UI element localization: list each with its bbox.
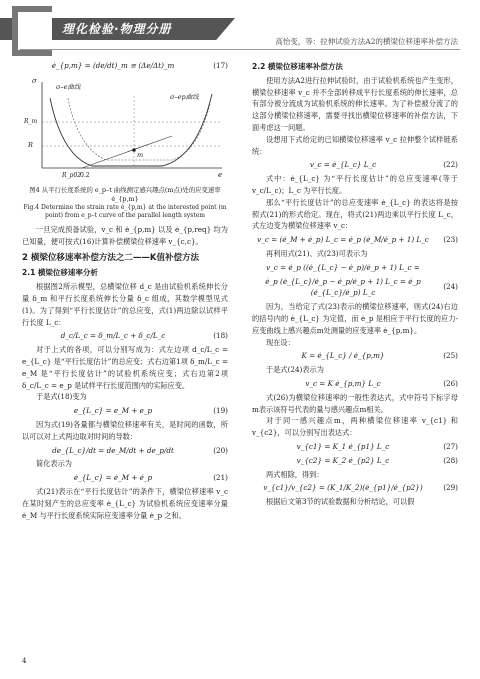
paragraph: 因为，当给定了式(23)表示的横梁位移速率，则式(24)右边的括号内的 ė_{L_c} 为定值，而 ė_p 是相应于平行长度的应力-应变曲线上感兴趣点m处测量的应变速率 ė_{p,m}。 — [252, 302, 458, 335]
left-column — [22, 58, 228, 521]
paragraph: 简化表示为 — [36, 459, 72, 469]
equation-24-line1: v_c = ė_p ((ė_{L_c} − ė_p)/ė_p + 1) L_c = — [266, 262, 420, 272]
equation-23: v_c = (ė_M + ė_p) L_c = ė_p (ė_M/ė_p + 1) L_c (23) — [257, 235, 458, 245]
equation-27: v_{c1} = K_1 ė_{p1} L_c (27) — [296, 441, 458, 451]
paragraph: 根据后文第3节的试验数据和分析结论，可以假 — [266, 497, 415, 507]
equation-22: v_c = ė_{L_c} L_c (22) — [309, 160, 458, 170]
page-header — [0, 0, 480, 50]
subsection-heading-2-1: 2.1 横梁位移速率分析 — [22, 268, 98, 278]
journal-logo-text: 理化检验·物理分册 — [62, 22, 172, 36]
equation-29: v_{c1}/v_{c2} = (K_1/K_2)(ė_{p1}/ė_{p2}) (29) — [263, 483, 458, 493]
equation-18: d_c/L_c = δ_m/L_c + δ_c/L_c (18) — [60, 331, 228, 341]
page-number: 4 — [22, 657, 27, 665]
equation-19: e_{L_c} = e_M + e_p (19) — [73, 406, 228, 416]
point-label-m: m — [137, 150, 144, 159]
paragraph: 根据图2所示模型，总横梁位移 d_c 是由试验机系统伸长分量 δ_m 和平行长度系统伸长分量 δ_c 组成，其数学模型见式(1)。为了得到“平行长度估计”的总应变，式(1)两边除以试样平行长度 L_c： — [22, 282, 228, 327]
paragraph: 一旦完成预备试验，v_c 和 ė_{p,m} 以及 ė_{p,req} 均为已知量，便可按式(16)计算补偿横梁位移速率 v_{c,c}。 — [22, 224, 228, 246]
paragraph: 因为式(19)各量都与横梁位移速率有关，是时间的函数，所以可以对上式两边取对时间的导数： — [22, 419, 228, 441]
equation-26: v_c = K ė_{p,m} L_c (26) — [305, 378, 458, 388]
paragraph: 两式相除，得到： — [266, 469, 324, 479]
equation-20: de_{L_c}/dt = de_M/dt + de_p/dt (20) — [52, 445, 228, 455]
curve-label-sigma-e: σ–e曲线 — [56, 82, 81, 91]
point-label-r: R — [28, 140, 33, 149]
point-label-rm: R_m — [24, 117, 38, 125]
paragraph: 式(21)表示在“平行长度估计”的条件下，横梁位移速率 v_c 在某时刻产生的总应变率 ė_{L_c} 为试验机系统应变速率分量 ė_M 与平行长度系统实际应变速率分量 ė_p 之和。 — [22, 486, 228, 520]
axis-x-label: e — [218, 170, 223, 179]
section-heading-2: 2 横梁位移速率补偿方法之二——K值补偿方法 — [22, 253, 199, 264]
curve-label-sigma-ep: σ–ep曲线 — [170, 92, 199, 101]
point-label-rp: R_p02 — [62, 171, 81, 179]
paragraph: 于是式(18)变为 — [36, 392, 87, 402]
point-label-e02: 0.2 — [80, 171, 90, 179]
paragraph: 那么“平行长度估计”的总应变速率 ė_{L_c} 的表达将是按照式(21)的形式给定。现在，将式(21)两边乘以平行长度 L_c，式左边变为横梁位移速率 v_c： — [252, 197, 458, 231]
paragraph: 式(26)为横梁位移速率的一般性表达式，式中符号下标字母m表示该符号代表的量与感兴趣点m相关。 — [252, 392, 458, 414]
paragraph: 现在设： — [266, 337, 295, 347]
equation-21: ė_{L_c} = ė_M + ė_p (21) — [73, 473, 228, 483]
subsection-heading-2-2: 2.2 横梁位移速率补偿方法 — [252, 62, 343, 71]
paragraph: 对于同一感兴趣点m，两种横梁位移速率 v_{c1} 和 v_{c2}，可以分别写出表达式： — [252, 416, 458, 438]
figure-4-caption-en: Fig.4 Determine the strain rate ė_{p,m} at the interested point (m point) from e_p–t curve of the parallel length system — [23, 203, 227, 220]
paragraph: 对于上式的各项，可以分别写成为：式左边项 d_c/L_c = e_{L_c} 是“平行长度估计”的总应变；式右边第1项 δ_m/L_c = e_M 是“平行长度估计”的试验机系统应变；式右边第2项 δ_c/L_c = e_p 是试样平行长度范围内的实际应变。 — [22, 345, 228, 390]
figure-4 — [22, 76, 228, 184]
axis-y-label: σ — [32, 76, 37, 85]
running-title: 高怡变，等：拉伸试验方法A2的横梁位移速率补偿方法 — [275, 37, 458, 46]
paragraph: 使用方法A2进行拉伸试验时，由于试验机系统也产生变形，横梁位移速率 v_c 并不全部转移成平行长度系统的伸长速率，总有部分被分流成为试验机系统的伸长速率。为了补偿被分流了的这部分横梁位移速率，需要寻找出横梁位移速率的补偿方法，下面考虑这一问题。 — [252, 75, 458, 132]
right-column — [252, 58, 458, 508]
equation-28: v_{c2} = K_2 ė_{p2} L_c (28) — [296, 455, 458, 465]
equation-24-line2: ė_p (ė_{L_c}/ė_p − ė_p/ė_p + 1) L_c = ė_p (ė_{L_c}/ė_p) L_c (24) — [265, 276, 458, 298]
paragraph: 设想用下式给定的已知横梁位移速率 v_c 拉伸整个试样链系统： — [252, 134, 458, 156]
paragraph: 于是式(24)表示为 — [266, 365, 324, 375]
header-rule — [20, 49, 460, 50]
paragraph: 式中：ė_{L_c} 为“平行长度估计”的总应变速率(等于 v_c/L_c)；L_c 为平行长度。 — [252, 174, 458, 195]
equation-17: ė_{p,m} = (de/dt)_m ≅ (Δe/Δt)_m (17) — [51, 61, 228, 70]
figure-4-caption-cn: 图4 从平行长度系统的 e_p–t 曲线测定感兴趣点(m点)处的应变速率 ė_{p,m} — [29, 185, 221, 203]
equation-25: K = ė_{L_c} / ė_{p,m} (25) — [301, 351, 458, 361]
paragraph: 再利用式(21)、式(23)可表示为 — [266, 248, 368, 258]
